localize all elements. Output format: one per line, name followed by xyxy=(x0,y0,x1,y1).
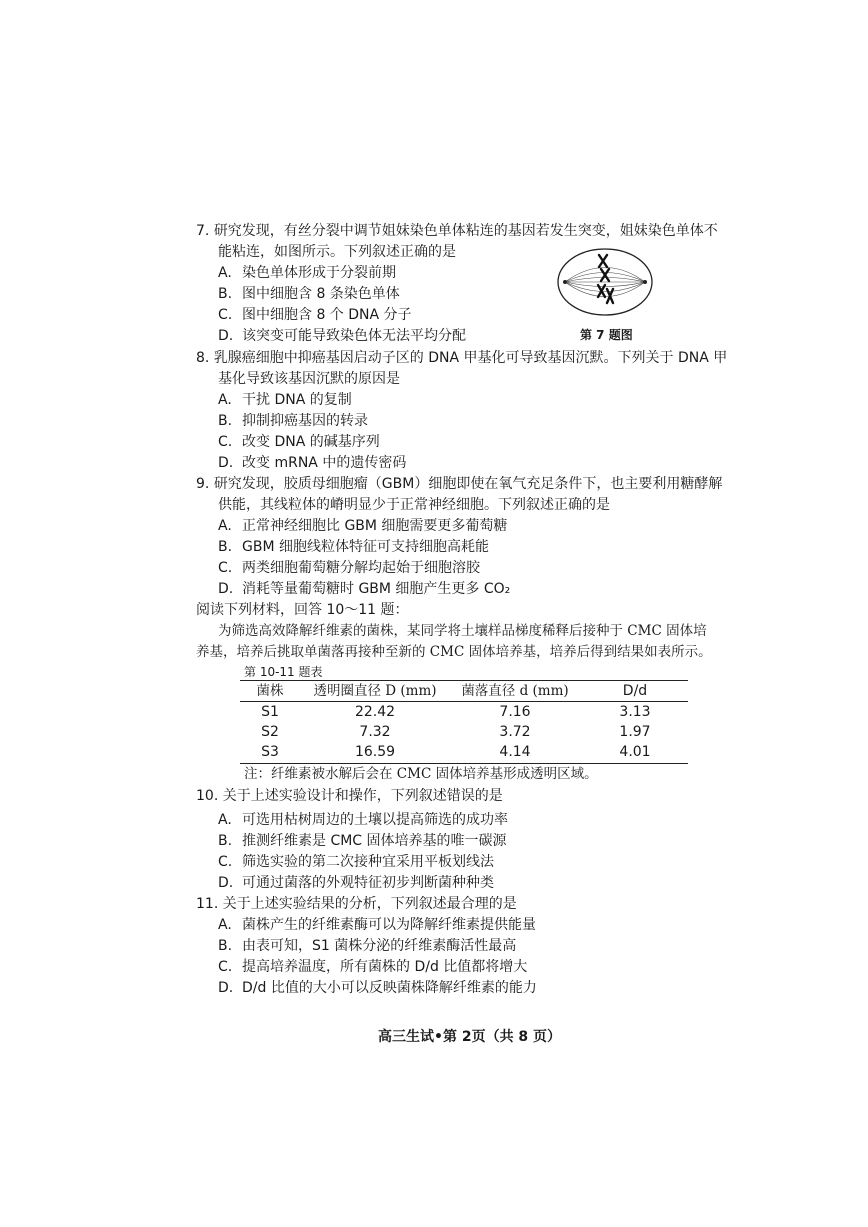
q11-number: 11. xyxy=(196,896,219,912)
q10-number: 10. xyxy=(196,788,219,804)
q7-figure-caption: 第 7 题图 xyxy=(580,328,633,342)
reading-intro: 阅读下列材料，回答 10～11 题： xyxy=(196,602,409,618)
table-header-ratio: D/d xyxy=(622,683,648,699)
q7-stem-line1: 7. 研究发现，有丝分裂中调节姐妹染色单体粘连的基因若发生突变，姐妹染色单体不 xyxy=(196,223,718,239)
reading-para-line1: 为筛选高效降解纤维素的菌株，某同学将土壤样品梯度稀释后接种于 CMC 固体培 xyxy=(218,623,707,639)
q10-option-d: D. 可通过菌落的外观特征初步判断菌种种类 xyxy=(218,875,494,891)
spindle-fibers xyxy=(565,268,645,297)
q9-stem-line2: 供能，其线粒体的嵴明显少于正常神经细胞。下列叙述正确的是 xyxy=(218,497,610,513)
q8-stem-line1: 8. 乳腺癌细胞中抑癌基因启动子区的 DNA 甲基化可导致基因沉默。下列关于 DNA 甲 xyxy=(196,350,728,366)
table-cell: 1.97 xyxy=(619,724,651,740)
q9-option-d: D. 消耗等量葡萄糖时 GBM 细胞产生更多 CO₂ xyxy=(218,581,511,597)
q9-stem-line1: 9. 研究发现，胶质母细胞瘤（GBM）细胞即使在氧气充足条件下，也主要利用糖酵解 xyxy=(196,476,723,492)
q11-option-d: D. D/d 比值的大小可以反映菌株降解纤维素的能力 xyxy=(218,980,537,996)
q7-cell-figure xyxy=(555,245,655,320)
q7-number: 7. xyxy=(196,223,210,239)
table-cell: 3.13 xyxy=(619,704,651,720)
q9-option-c: C. 两类细胞葡萄糖分解均起始于细胞溶胶 xyxy=(218,560,480,576)
q7-stem-line2: 能粘连，如图所示。下列叙述正确的是 xyxy=(218,244,456,260)
table-cell: 7.32 xyxy=(359,724,391,740)
reading-para-line2: 养基，培养后挑取单菌落再接种至新的 CMC 固体培养基，培养后得到结果如表所示。 xyxy=(196,644,712,660)
q8-stem-line2: 基化导致该基因沉默的原因是 xyxy=(218,371,400,387)
q8-option-a: A. 干扰 DNA 的复制 xyxy=(218,392,352,408)
table-cell: S2 xyxy=(261,724,279,740)
q11-option-c: C. 提高培养温度，所有菌株的 D/d 比值都将增大 xyxy=(218,959,528,975)
chromosomes xyxy=(598,255,613,303)
q8-number: 8. xyxy=(196,350,210,366)
page-footer: 高三生试•第 2页（共 8 页） xyxy=(378,1029,562,1045)
table-caption: 第 10-11 题表 xyxy=(244,665,323,679)
q8-option-b: B. 抑制抑癌基因的转录 xyxy=(218,413,368,429)
q11-stem: 11. 关于上述实验结果的分析，下列叙述最合理的是 xyxy=(196,896,517,912)
table-cell: S1 xyxy=(261,704,279,720)
table-header-strain: 菌株 xyxy=(256,683,284,699)
table-cell: 22.42 xyxy=(354,704,396,720)
table-cell: 4.01 xyxy=(619,744,651,760)
q9-option-a: A. 正常神经细胞比 GBM 细胞需要更多葡萄糖 xyxy=(218,518,508,534)
q8-option-d: D. 改变 mRNA 中的遗传密码 xyxy=(218,455,407,471)
table-cell: 7.16 xyxy=(499,704,531,720)
q8-option-c: C. 改变 DNA 的碱基序列 xyxy=(218,434,380,450)
q7-option-d: D. 该突变可能导致染色体无法平均分配 xyxy=(218,328,466,344)
q10-option-a: A. 可选用枯树周边的土壤以提高筛选的成功率 xyxy=(218,812,508,828)
q7-option-a: A. 染色单体形成于分裂前期 xyxy=(218,265,396,281)
q9-number: 9. xyxy=(196,476,210,492)
q10-option-b: B. 推测纤维素是 CMC 固体培养基的唯一碳源 xyxy=(218,833,507,849)
q10-option-c: C. 筛选实验的第二次接种宜采用平板划线法 xyxy=(218,854,494,870)
table-header-colony-diameter: 菌落直径 d (mm) xyxy=(461,683,569,699)
q7-option-c: C. 图中细胞含 8 个 DNA 分子 xyxy=(218,307,412,323)
table-cell: 4.14 xyxy=(499,744,531,760)
table-cell: 16.59 xyxy=(354,744,396,760)
table-header-halo-diameter: 透明圈直径 D (mm) xyxy=(313,683,437,699)
q11-option-b: B. 由表可知，S1 菌株分泌的纤维素酶活性最高 xyxy=(218,938,517,954)
q11-option-a: A. 菌株产生的纤维素酶可以为降解纤维素提供能量 xyxy=(218,917,536,933)
q10-stem: 10. 关于上述实验设计和操作，下列叙述错误的是 xyxy=(196,788,503,804)
table-cell: S3 xyxy=(261,744,279,760)
q9-option-b: B. GBM 细胞线粒体特征可支持细胞高耗能 xyxy=(218,539,489,555)
q7-option-b: B. 图中细胞含 8 条染色单体 xyxy=(218,286,400,302)
table-cell: 3.72 xyxy=(499,724,531,740)
table-note: 注：纤维素被水解后会在 CMC 固体培养基形成透明区域。 xyxy=(244,766,598,782)
